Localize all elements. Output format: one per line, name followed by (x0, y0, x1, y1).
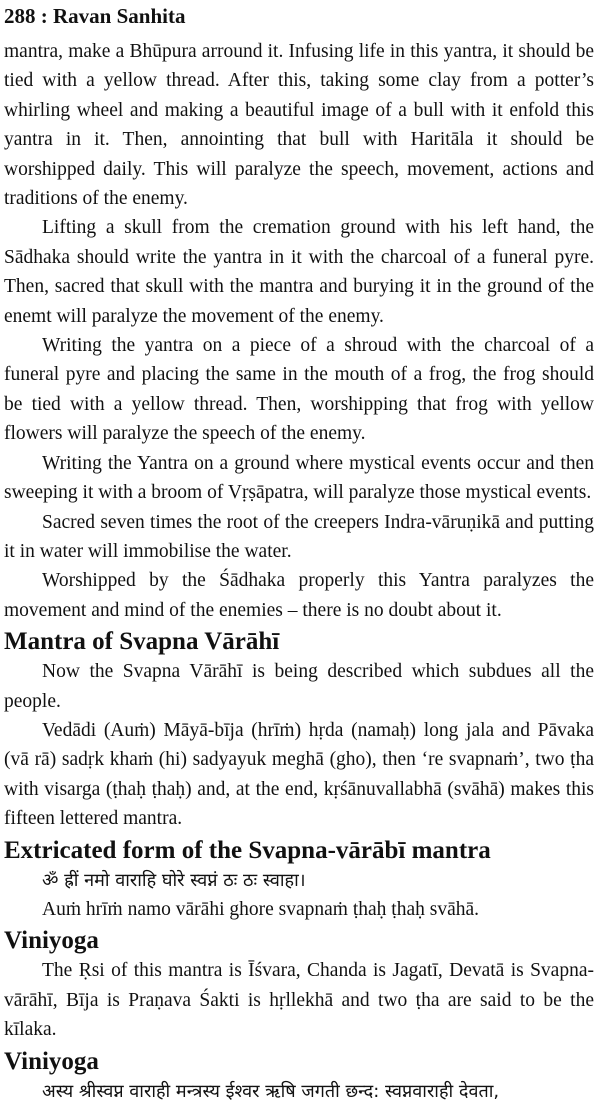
heading-viniyoga-1: Viniyoga (4, 927, 99, 955)
paragraph-ground: Writing the Yantra on a ground where mystical events occur and then sweeping it with a broom of Vṛṣāpatra, will paralyze those mystical events. (4, 452, 594, 504)
heading-extricated-form: Extricated form of the Svapna-vārābī mantra (4, 836, 491, 864)
running-head: 288 : Ravan Sanhita (4, 4, 186, 28)
mantra-transliteration: Auṁ hrīṁ namo vārāhi ghore svapnaṁ ṭhaḥ ṭhaḥ svāhā. (42, 898, 480, 920)
viniyoga-devanagari: अस्य श्रीस्वप्न वाराही मन्त्रस्य ईश्वर ऋषि जगती छन्द: स्वप्नवाराही देवता, (42, 1080, 500, 1102)
paragraph-worshipped: Worshipped by the Śādhaka properly this Yantra paralyzes the movement and mind of the enemies – there is no doubt about it. (4, 570, 594, 621)
heading-viniyoga-2: Viniyoga (4, 1047, 99, 1075)
paragraph-continuation: mantra, make a Bhūpura arround it. Infusing life in this yantra, it should be tied with a yellow thread. After this, taking some clay from a potter’s whirling wheel and making a beautiful image of a bull with it enfold this yantra in it. Then, annointing that bull with Haritāla it should be worshipped daily. This will paralyze the speech, movement, actions and traditions of the enemy. (4, 41, 594, 210)
paragraph-frog: Writing the yantra on a piece of a shroud with the charcoal of a funeral pyre and placing the same in the mouth of a frog, the frog should be tied with a yellow thread. Then, worshipping that frog with yellow flowers will paralyze the speech of the enemy. (4, 335, 594, 445)
paragraph-svapna-intro: Now the Svapna Vārāhī is being described which subdues all the people. (4, 661, 594, 712)
paragraph-creepers: Sacred seven times the root of the creepers Indra-vāruṇikā and putting it in water will immobilise the water. (4, 511, 594, 562)
mantra-devanagari: ॐ ह्रीं नमो वाराहि घोरे स्वप्नं ठः ठः स्वाहा। (42, 869, 306, 891)
paragraph-skull: Lifting a skull from the cremation ground with his left hand, the Sādhaka should write the yantra in it with the charcoal of a funeral pyre. Then, sacred that skull with the mantra and burying it in the ground of the enemt will paralyze the movement of the enemy. (4, 217, 594, 327)
paragraph-viniyoga-1: The Ṛsi of this mantra is Īśvara, Chanda is Jagatī, Devatā is Svapna-vārāhī, Bīja is Praṇava Śakti is hṛllekhā and two ṭha are said to be the kīlaka. (4, 960, 594, 1041)
heading-svapna-varahi: Mantra of Svapna Vārāhī (4, 628, 280, 656)
paragraph-svapna-letters: Vedādi (Auṁ) Māyā-bīja (hrīṁ) hṛda (namaḥ) long jala and Pāvaka (vā rā) sadṛk khaṁ (hi) sadyayuk meghā (gho), then ‘re svapnaṁ’, two ṭha with visarga (ṭhaḥ ṭhaḥ) and, at the end, kṛśānuvallabhā (svāhā) makes this fifteen lettered mantra. (4, 719, 594, 830)
